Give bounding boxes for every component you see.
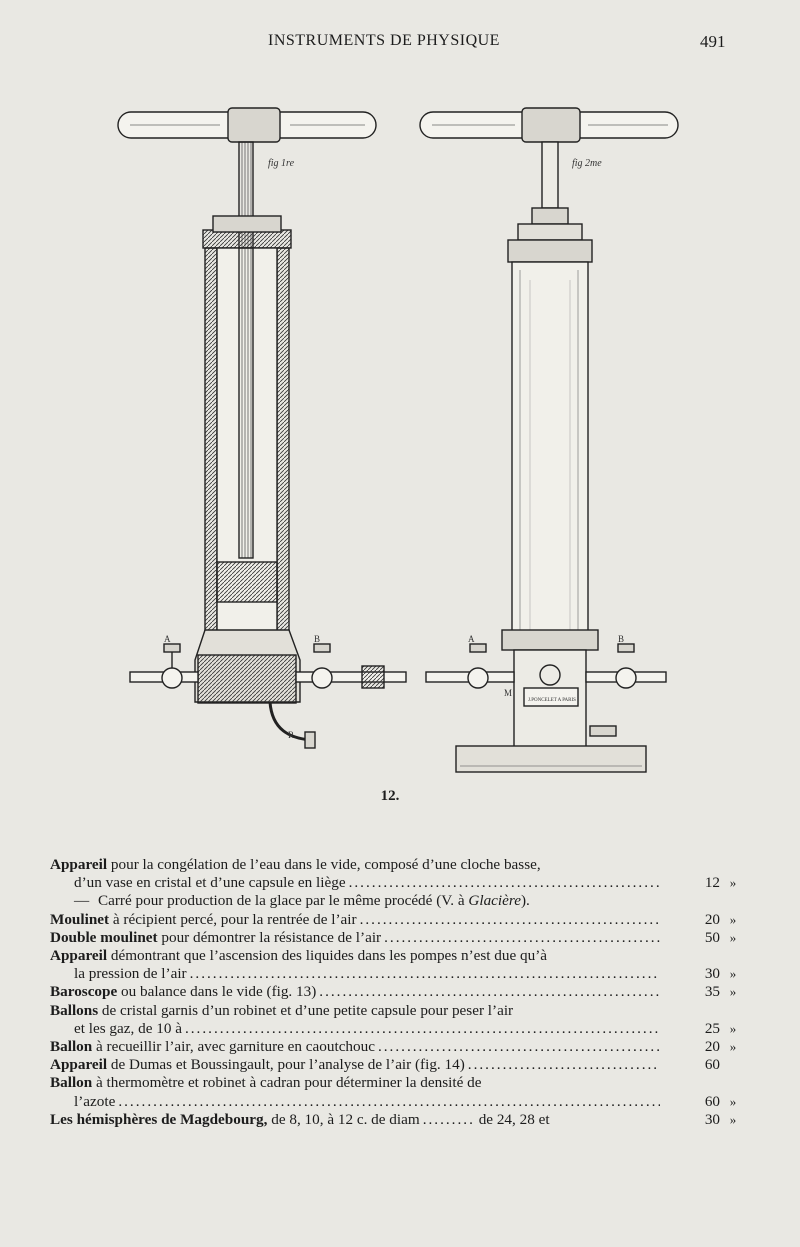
entry-price: 12 (704, 874, 720, 892)
catalog-entry (50, 1056, 740, 1074)
catalog-line (50, 892, 740, 910)
price-mark: » (729, 1020, 737, 1036)
catalog-entry (50, 947, 740, 983)
leader-dots (360, 911, 660, 929)
entry-price: 25 (704, 1019, 720, 1037)
price-mark: » (729, 1039, 737, 1055)
right-part-m-label: M (504, 688, 513, 698)
catalog-entry (50, 1111, 740, 1129)
entry-text: de 8, 10, à 12 c. de diam (267, 1110, 420, 1128)
leader-dots (319, 983, 660, 1001)
entry-term: Ballon (50, 1074, 93, 1092)
leader-dots (423, 1111, 473, 1129)
price-mark: » (729, 929, 737, 945)
catalog-line (50, 1020, 740, 1038)
catalog-entry (50, 1074, 740, 1110)
left-fig-tag: fig 1re (268, 158, 295, 169)
entry-term: Appareil (50, 856, 108, 873)
entry-text: de Dumas et Boussingault, pour l’analyse de l’air (fig. 14) (107, 1056, 465, 1074)
right-fig-tag: fig 2me (572, 158, 602, 169)
entry-term: Les hémisphères de Magdebourg, (50, 1110, 268, 1128)
air-pump-engraving (100, 90, 700, 790)
entry-text: à thermomètre et robinet à cadran pour déterminer la densité de (92, 1074, 482, 1092)
catalog-line (50, 1038, 740, 1056)
catalog-line (50, 856, 740, 874)
leader-dots (190, 965, 660, 983)
left-part-r-label: R (288, 730, 295, 740)
entry-price: 50 (704, 928, 720, 946)
entry-dash: — (74, 892, 90, 910)
page-number: 491 (700, 32, 726, 51)
catalog-line (50, 929, 740, 947)
price-mark: » (729, 966, 737, 982)
price-catalog (50, 856, 740, 1129)
entry-suffix: de 24, 28 et (478, 1110, 550, 1128)
catalog-line (50, 947, 740, 965)
entry-price: 30 (704, 965, 720, 983)
entry-text: à recueillir l’air, avec garniture en caoutchouc (92, 1038, 375, 1056)
entry-text: l’azote (74, 1092, 116, 1110)
catalog-line (50, 1093, 740, 1111)
entry-term: Ballon (50, 1038, 93, 1056)
price-mark: » (729, 984, 737, 1000)
entry-price: 35 (704, 983, 720, 1001)
entry-text: et les gaz, de 10 à (74, 1019, 182, 1037)
leader-dots (378, 1038, 660, 1056)
entry-text: pour la congélation de l’eau dans le vide, composé d’une cloche basse, (107, 856, 541, 873)
catalog-line (50, 1056, 740, 1074)
right-valve-b-label: B (618, 634, 625, 644)
entry-text: à récipient percé, pour la rentrée de l’air (109, 910, 357, 928)
entry-text: démontrant que l’ascension des liquides dans les pompes n’est due qu’à (107, 947, 548, 965)
leader-dots (468, 1056, 660, 1074)
entry-price: 20 (704, 1038, 720, 1056)
entry-price: 60 (704, 1092, 720, 1110)
entry-text: ou balance dans le vide (fig. 13) (117, 983, 317, 1001)
right-pump-exterior (420, 108, 678, 772)
entry-price: 30 (704, 1110, 720, 1128)
entry-term: Double moulinet (50, 928, 158, 946)
maker-inscription: J.PONCELET A PARIS (528, 698, 576, 703)
left-valve-a-label: A (164, 634, 171, 644)
leader-dots (384, 929, 660, 947)
price-mark: » (729, 875, 737, 891)
figure-illustration (100, 90, 700, 790)
right-valve-a-label: A (468, 634, 475, 644)
catalog-entry (50, 856, 740, 892)
entry-term: Appareil (50, 947, 108, 965)
entry-price: 20 (704, 910, 720, 928)
entry-text: la pression de l’air (74, 965, 187, 983)
catalog-line (50, 874, 740, 892)
catalog-entry (50, 1038, 740, 1056)
entry-text: Carré pour production de la glace par le même procédé (V. à (98, 892, 469, 910)
entry-text: d’un vase en cristal et d’une capsule en liège (74, 874, 346, 892)
figure-caption: 12. (380, 788, 400, 804)
running-title: INSTRUMENTS DE PHYSIQUE (268, 32, 500, 49)
catalog-line (50, 1002, 740, 1020)
entry-after: ). (520, 892, 530, 910)
catalog-line (50, 911, 740, 929)
entry-term: Moulinet (50, 910, 110, 928)
entry-term: Baroscope (50, 983, 118, 1001)
catalog-line (50, 965, 740, 983)
catalog-entry (50, 929, 740, 947)
entry-text: pour démontrer la résistance de l’air (157, 928, 382, 946)
entry-term: Appareil (50, 1056, 108, 1074)
catalog-entry (50, 892, 740, 910)
left-pump-section (118, 108, 406, 748)
entry-italic: Glacière (468, 892, 521, 910)
catalog-entry (50, 911, 740, 929)
price-mark: » (729, 911, 737, 927)
catalog-line (50, 1111, 740, 1129)
entry-term: Ballons (50, 1001, 99, 1019)
catalog-entry (50, 983, 740, 1001)
entry-price: 60 (704, 1056, 720, 1074)
leader-dots (349, 874, 660, 892)
left-valve-b-label: B (314, 634, 321, 644)
catalog-line (50, 1074, 740, 1092)
leader-dots (118, 1093, 660, 1111)
price-mark: » (729, 1111, 737, 1127)
page-header (0, 32, 800, 56)
catalog-entry (50, 1002, 740, 1038)
catalog-line (50, 983, 740, 1001)
leader-dots (185, 1020, 660, 1038)
price-mark: » (729, 1093, 737, 1109)
entry-text: de cristal garnis d’un robinet et d’une petite capsule pour peser l’air (98, 1001, 514, 1019)
